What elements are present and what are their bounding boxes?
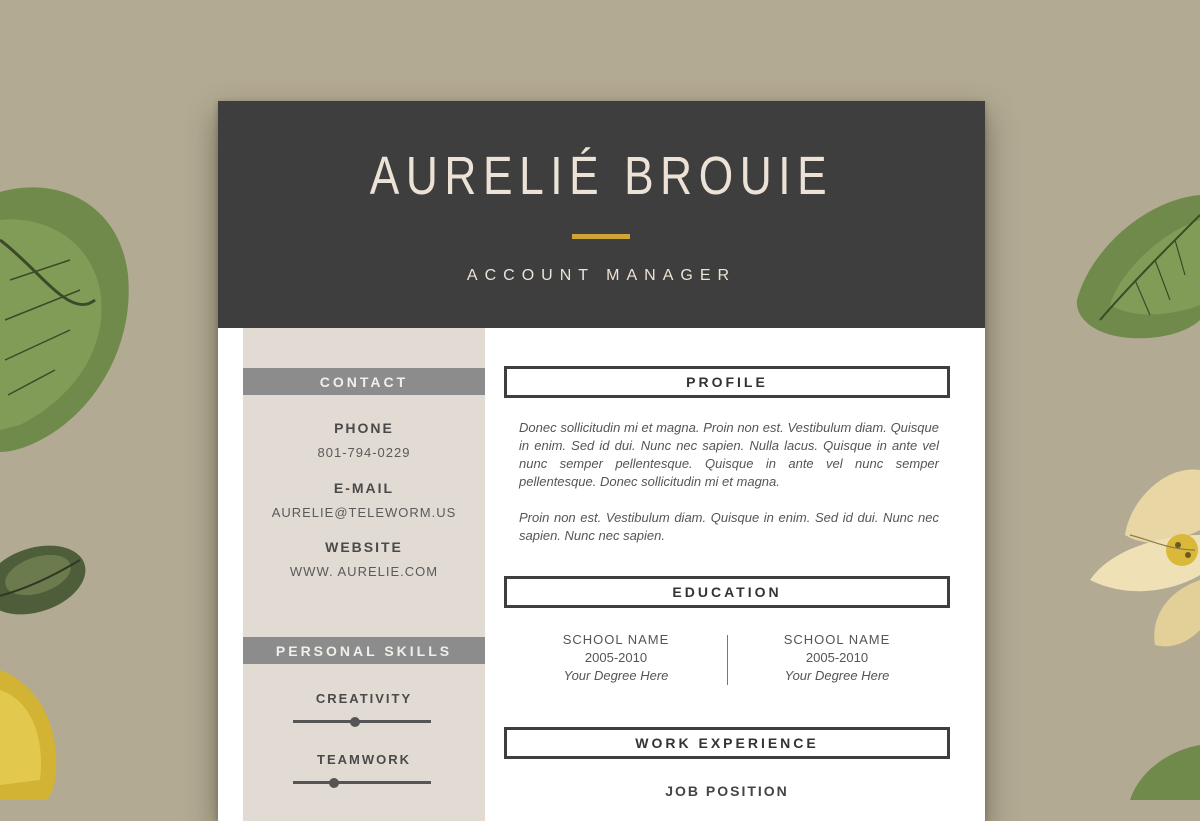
skill-slider-creativity — [293, 720, 431, 723]
job-position: JOB POSITION — [665, 783, 789, 799]
school-years: 2005-2010 — [584, 650, 648, 665]
profile-paragraph-1: Donec sollicitudin mi et magna. Proin non est. Vestibulum diam. Quisque in enim. Sed id dui. Nunc nec sapien. Nulla lacus. Quisque in ante vel nunc semper pellentesque. Quisque in ante vel nunc semper pellentesque. Donec sollicitudin mi et magna. — [519, 420, 939, 489]
leaf-illustration-left — [0, 180, 140, 490]
skill-slider-knob — [329, 778, 339, 788]
profile-paragraph-2: Proin non est. Vestibulum diam. Quisque in enim. Sed id dui. Nunc nec sapien. Nunc nec sapien. — [519, 510, 939, 543]
phone-value: 801-794-0229 — [317, 445, 411, 460]
job-title: ACCOUNT MANAGER — [466, 267, 737, 284]
resume-sheet — [218, 101, 985, 821]
work-experience-heading: WORK EXPERIENCE — [504, 727, 950, 759]
seed-pod-illustration — [0, 535, 90, 625]
sidebar — [243, 328, 485, 821]
profile-heading: PROFILE — [504, 366, 950, 398]
lemon-illustration — [0, 670, 70, 800]
skills-heading: PERSONAL SKILLS — [243, 637, 485, 664]
person-name: AURELIÉ BROUIE — [369, 146, 834, 206]
school-name: SCHOOL NAME — [783, 632, 891, 647]
school-degree: Your Degree Here — [563, 668, 669, 683]
contact-heading: CONTACT — [243, 368, 485, 395]
education-heading: EDUCATION — [504, 576, 950, 608]
skill-label-creativity: CREATIVITY — [315, 691, 413, 706]
skill-label-teamwork: TEAMWORK — [317, 752, 411, 767]
accent-divider — [572, 234, 630, 239]
education-entry — [516, 631, 716, 685]
skill-slider-knob — [350, 717, 360, 727]
website-label: WEBSITE — [325, 539, 403, 555]
education-entry — [737, 631, 937, 685]
website-value: WWW. AURELIE.COM — [289, 564, 439, 579]
skill-slider-teamwork — [293, 781, 431, 784]
school-years: 2005-2010 — [805, 650, 869, 665]
phone-label: PHONE — [334, 420, 394, 436]
resume-header — [218, 101, 985, 328]
email-label: E-MAIL — [333, 480, 395, 496]
school-name: SCHOOL NAME — [562, 632, 670, 647]
flower-illustration — [1070, 440, 1200, 660]
email-value: AURELIE@TELEWORM.US — [271, 505, 457, 520]
school-degree: Your Degree Here — [784, 668, 890, 683]
leaf-illustration-bottom-right — [1130, 745, 1200, 800]
education-divider — [727, 635, 728, 685]
leaf-illustration-right — [1075, 190, 1200, 360]
